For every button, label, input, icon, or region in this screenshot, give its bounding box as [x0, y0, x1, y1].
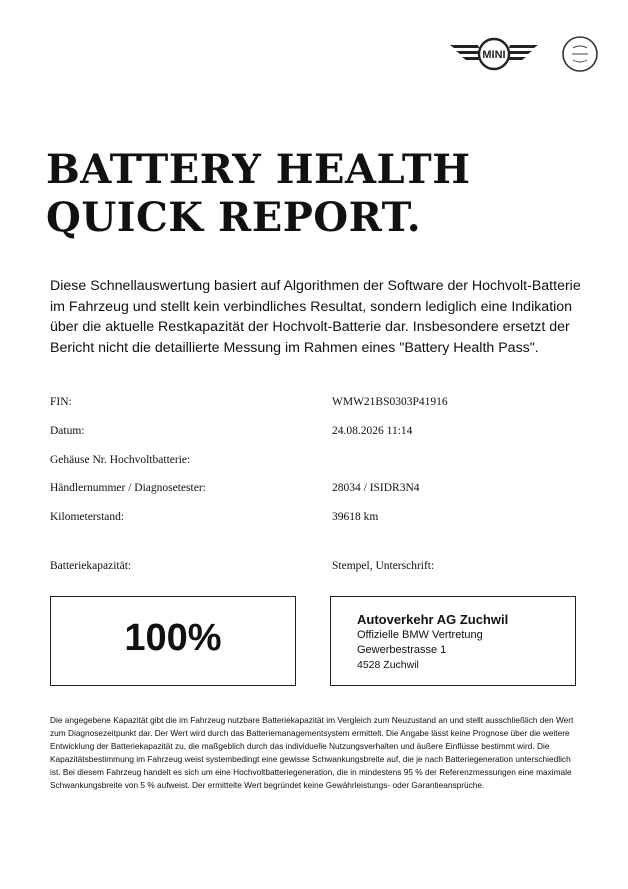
mini-wings-logo-icon: [448, 36, 540, 72]
haendler-label: Händlernummer / Diagnosetester:: [50, 482, 206, 494]
report-title: [46, 146, 470, 242]
intro-paragraph: Diese Schnellauswertung basiert auf Algorithmen der Software der Hochvolt-Batterie im Fahrzeug und stellt kein verbindliches Resultat, sondern lediglich eine Indikation über die aktuelle Restkapazität der Hochvolt-Batterie dar. Insbesondere ersetzt der Bericht nicht die detaillierte Messung im Rahmen eines "Battery Health Pass".: [50, 278, 581, 356]
fin-value: WMW21BS0303P41916: [332, 396, 448, 408]
haendler-value: 28034 / ISIDR3N4: [332, 482, 420, 494]
kilometerstand-label: Kilometerstand:: [50, 511, 125, 523]
kilometerstand-value: 39618 km: [332, 511, 379, 523]
gehaeuse-label: Gehäuse Nr. Hochvoltbatterie:: [50, 454, 191, 466]
fin-label: FIN:: [50, 396, 72, 408]
dealer-stamp: [330, 596, 576, 686]
mini-logo-text: MINI: [482, 49, 506, 61]
circle-brand-logo-icon: [560, 34, 600, 74]
capacity-value: 100%: [124, 617, 222, 659]
stamp-line-2: Gewerbestrasse 1: [357, 644, 447, 656]
stamp-dealer-name: Autoverkehr AG Zuchwil: [357, 612, 509, 627]
disclaimer-text: Die angegebene Kapazität gibt die im Fahrzeug nutzbare Batteriekapazität im Vergleich zum Neuzustand an und stellt ausschließlich den Wert zum Diagnosezeitpunkt dar. Der Wert wird durch das Batteriemanagementsystem ermittelt. Die Angabe lässt keine Prognose über die weitere Entwicklung der Batteriekapazität zu, die maßgeblich durch das individuelle Nutzungsverhalten und äußere Einflüsse bestimmt wird. Die Kapazitätsbestimmung im Fahrzeug weist systembedingt eine gewisse Schwankungsbreite auf, die je nach Batteriegeneration unterschiedlich ist. Bei diesem Fahrzeug handelt es sich um eine Hochvoltbatteriegeneration, die in mindestens 95 % der Referenzmessungen eine maximale Schwankungsbreite von 5 % aufweist. Der ermittelte Wert begründet keine Gewährleistungs- oder Garantieansprüche.: [50, 715, 574, 790]
datum-value: 24.08.2026 11:14: [332, 425, 413, 437]
stamp-label: Stempel, Unterschrift:: [332, 560, 435, 572]
brand-logos: [448, 34, 608, 78]
capacity-label: Batteriekapazität:: [50, 560, 132, 572]
capacity-box: [50, 596, 296, 686]
stamp-line-1: Offizielle BMW Vertretung: [357, 629, 483, 641]
datum-label: Datum:: [50, 425, 85, 437]
stamp-line-3: 4528 Zuchwil: [357, 659, 419, 671]
title-line-1: BATTERY HEALTH: [46, 146, 471, 193]
title-line-2: QUICK REPORT.: [46, 194, 422, 241]
